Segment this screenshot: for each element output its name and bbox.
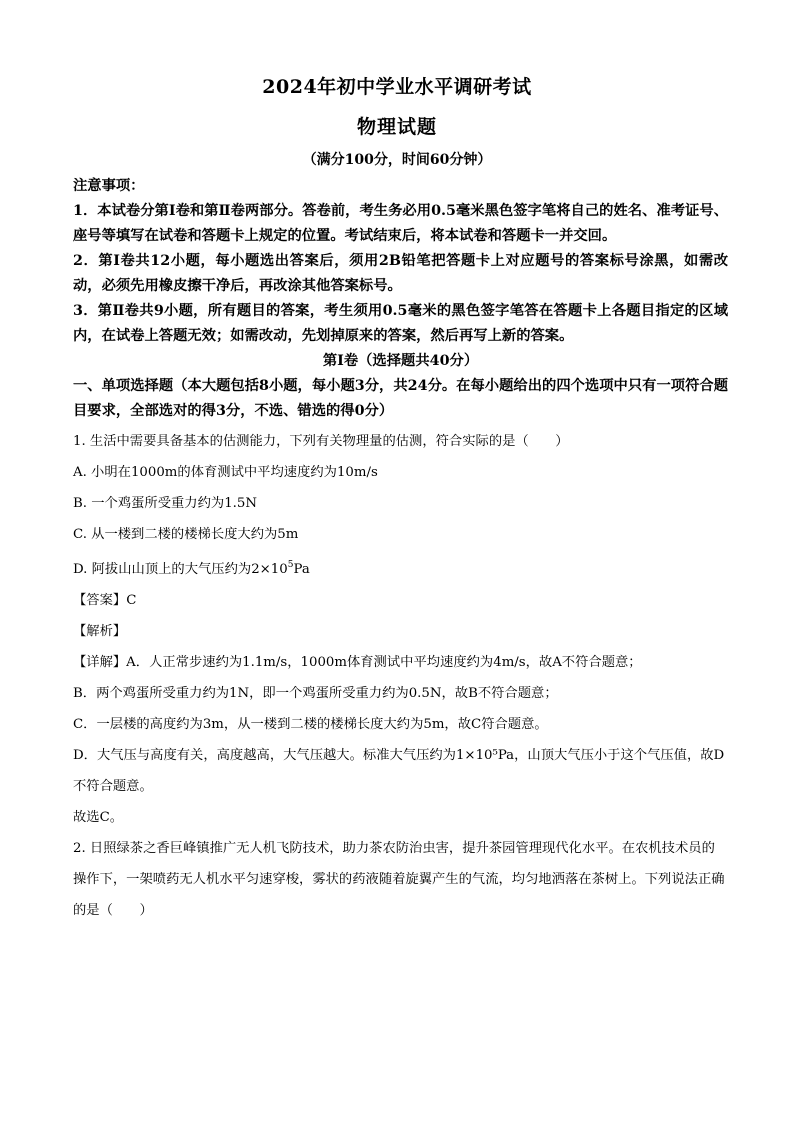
q1-option-d-exponent: 5 — [287, 560, 294, 570]
analysis-tag: 【解析】 — [73, 624, 127, 639]
note-item-1: 1．本试卷分第Ⅰ卷和第Ⅱ卷两部分。答卷前，考生务必用0.5毫米黑色签字笔将自己的姓名、准考证号、座号等填写在试卷和答题卡上规定的位置。考试结束后，将本试卷和答题卡一并交回。 — [73, 203, 728, 244]
q1-option-d-unit: Pa — [293, 562, 310, 577]
answer-tag: 【答案】 — [73, 593, 127, 608]
answer-value: C — [126, 593, 137, 608]
q1-detail-1: 【详解】A．人正常步速约为1.1m/s，1000m体育测试中平均速度约为4m/s，故A不符合题意； — [73, 655, 642, 670]
part1-instructions: 一、单项选择题（本大题包括8小题，每小题3分，共24分。在每小题给出的四个选项中只有一项符合题目要求，全部选对的得3分，不选、错选的得0分） — [73, 378, 728, 419]
q1-detail-2: B．两个鸡蛋所受重力约为1N，即一个鸡蛋所受重力约为0.5N，故B不符合题意； — [73, 686, 558, 701]
exam-title: 2024年初中学业水平调研考试 — [262, 76, 532, 98]
q1-conclusion: 故选C。 — [73, 810, 124, 825]
note-item-3: 3．第Ⅱ卷共9小题，所有题目的答案，考生须用0.5毫米的黑色签字笔答在答题卡上各题目指定的区域内，在试卷上答题无效；如需改动，先划掉原来的答案，然后再写上新的答案。 — [73, 303, 728, 344]
q1-option-b: B. 一个鸡蛋所受重力约为1.5N — [73, 496, 257, 511]
q1-option-c: C. 从一楼到二楼的楼梯长度大约为5m — [73, 527, 299, 542]
q1-detail-4: D．大气压与高度有关，高度越高，大气压越大。标准大气压约为1×10⁵Pa，山顶大气压小于这个气压值，故D不符合题意。 — [73, 748, 725, 794]
notes-heading: 注意事项： — [73, 178, 145, 194]
question-2-stem: 2. 日照绿茶之香巨峰镇推广无人机飞防技术，助力茶农防治虫害，提升茶园管理现代化水平。在农机技术员的操作下，一架喷药无人机水平匀速穿梭，雾状的药液随着旋翼产生的气流，均匀地洒落在茶树上。下列说法正确的是（ ） — [73, 841, 725, 918]
subject-title: 物理试题 — [356, 116, 437, 138]
note-item-2: 2．第Ⅰ卷共12小题，每小题选出答案后，须用2B铅笔把答题卡上对应题号的答案标号涂黑，如需改动，必须先用橡皮擦干净后，再改涂其他答案标号。 — [73, 253, 728, 294]
q1-answer — [73, 585, 728, 616]
q1-option-a: A. 小明在1000m的体育测试中平均速度约为10m/s — [73, 465, 378, 480]
exam-meta: （满分100分，时间60分钟） — [302, 152, 492, 168]
q1-option-d — [73, 550, 728, 585]
q1-option-d-text: D. 阿拔山山顶上的大气压约为2×10 — [73, 562, 288, 577]
q1-detail-3: C．一层楼的高度约为3m，从一楼到二楼的楼梯长度大约为5m，故C符合题意。 — [73, 717, 548, 732]
question-1-stem: 1. 生活中需要具备基本的估测能力，下列有关物理量的估测，符合实际的是（ ） — [73, 434, 569, 449]
section-title: 第Ⅰ卷（选择题共40分） — [322, 353, 479, 369]
exam-content — [73, 174, 728, 926]
